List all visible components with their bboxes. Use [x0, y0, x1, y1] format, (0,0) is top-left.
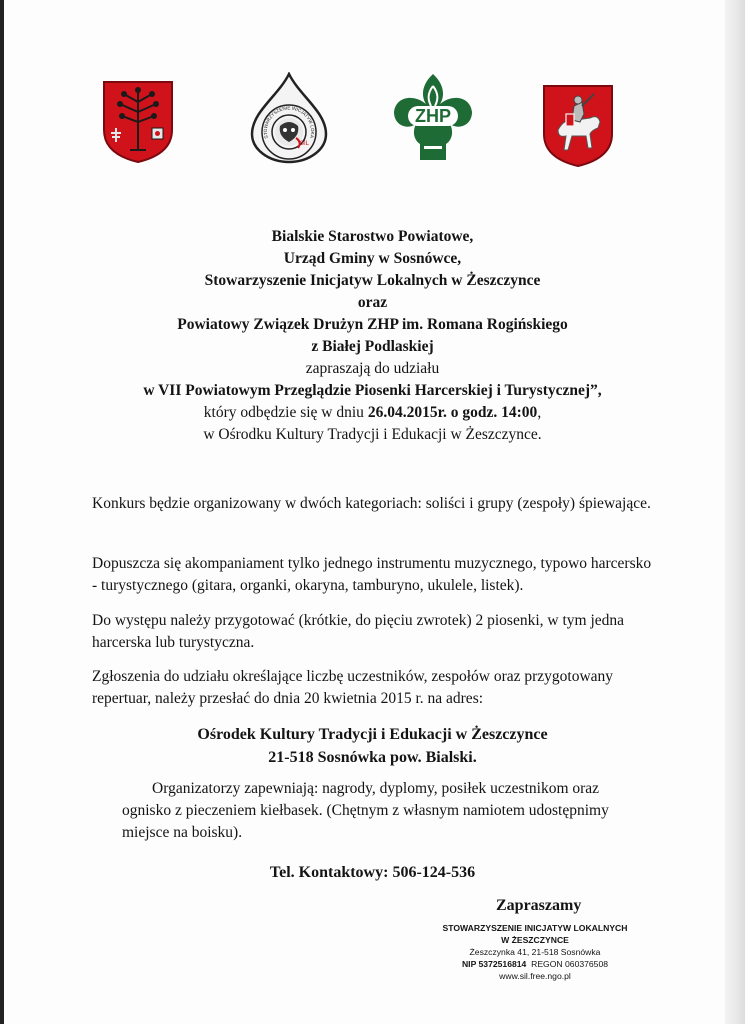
event-date: 26.04.2015r. o godz. 14:00 [367, 404, 538, 421]
organizers-note: ognisko z pieczeniem kiełbasek. (Chętnym z własnym namiotem udostępnimy [122, 802, 609, 819]
organizer-line: Stowarzyszenie Inicjatyw Lokalnych w Żeszczynce [204, 272, 541, 289]
zhp-lily-logo [390, 72, 476, 164]
organizer-line: oraz [357, 294, 388, 311]
event-date-line [60, 402, 685, 424]
stamp-address: Żeszczynka 41, 21-518 Sosnówka [469, 947, 601, 957]
coat-of-arms-tree-logo [102, 80, 174, 164]
closing-text: Zapraszamy [496, 897, 582, 914]
stamp-name: W ŻESZCZYNCE [501, 935, 569, 945]
invitation-header [60, 226, 685, 446]
organizer-line: Powiatowy Związek Drużyn ZHP im. Romana Rogińskiego [177, 316, 568, 333]
date-prefix: który odbędzie się w dniu [203, 404, 368, 421]
date-suffix: , [537, 404, 542, 421]
organizers-note: miejsce na boisku). [122, 824, 243, 841]
scan-edge-left [0, 0, 4, 1024]
paragraph-categories: Konkurs będzie organizowany w dwóch kategoriach: soliści i grupy (zespoły) śpiewające. [92, 495, 651, 512]
scan-edge-right [725, 0, 745, 1024]
contact-phone: Tel. Kontaktowy: 506-124-536 [269, 864, 476, 881]
stamp-nip: NIP 5372516814 [461, 959, 527, 969]
coat-of-arms-knight-logo [542, 84, 614, 168]
sil-association-logo [248, 72, 330, 164]
address-line: Ośrodek Kultury Tradycji i Edukacji w Żeszczynce [197, 726, 548, 743]
association-stamp [420, 922, 650, 982]
address-line: 21-518 Sosnówka pow. Bialski. [268, 749, 477, 766]
address-block [60, 723, 685, 769]
paragraph-registration: Zgłoszenia do udziału określające liczbę uczestników, zespołów oraz przygotowany repertuar, należy przesłać do dnia 20 kwietnia 2015 r. na adres: [92, 668, 614, 707]
stamp-website: www.sil.free.ngo.pl [499, 971, 571, 981]
organizer-line: z Białej Podlaskiej [311, 338, 434, 355]
zhp-letters: ZHP [415, 106, 451, 126]
invite-line: zapraszają do udziału [305, 360, 440, 377]
stamp-regon: REGON 060376508 [531, 959, 609, 969]
organizer-line: Urząd Gminy w Sosnówce, [283, 250, 462, 267]
sil-ring-text: STOWARZYSZENIE INICJATYW LOKA [262, 105, 316, 139]
stamp-ids [420, 958, 650, 970]
paragraph-songs: Do występu należy przygotować (krótkie, do pięciu zwrotek) 2 piosenki, w tym jedna harcerska lub turystyczna. [92, 612, 625, 651]
venue-line: w Ośrodku Kultury Tradycji i Edukacji w Żeszczynce. [203, 426, 542, 443]
paragraph-instruments: Dopuszcza się akompaniament tylko jednego instrumentu muzycznego, typowo harcersko - turystycznego (gitara, organki, okaryna, tamburyno, ukulele, listek). [92, 555, 652, 594]
sil-letters: SIL [300, 141, 310, 147]
stamp-name: STOWARZYSZENIE INICJATYW LOKALNYCH [442, 923, 628, 933]
organizer-line: Bialskie Starostwo Powiatowe, [271, 228, 474, 245]
organizers-note: Organizatorzy zapewniają: nagrody, dyplomy, posiłek uczestnikom oraz [152, 780, 600, 797]
event-title: w VII Powiatowym Przeglądzie Piosenki Harcerskiej i Turystycznej”, [143, 382, 602, 399]
